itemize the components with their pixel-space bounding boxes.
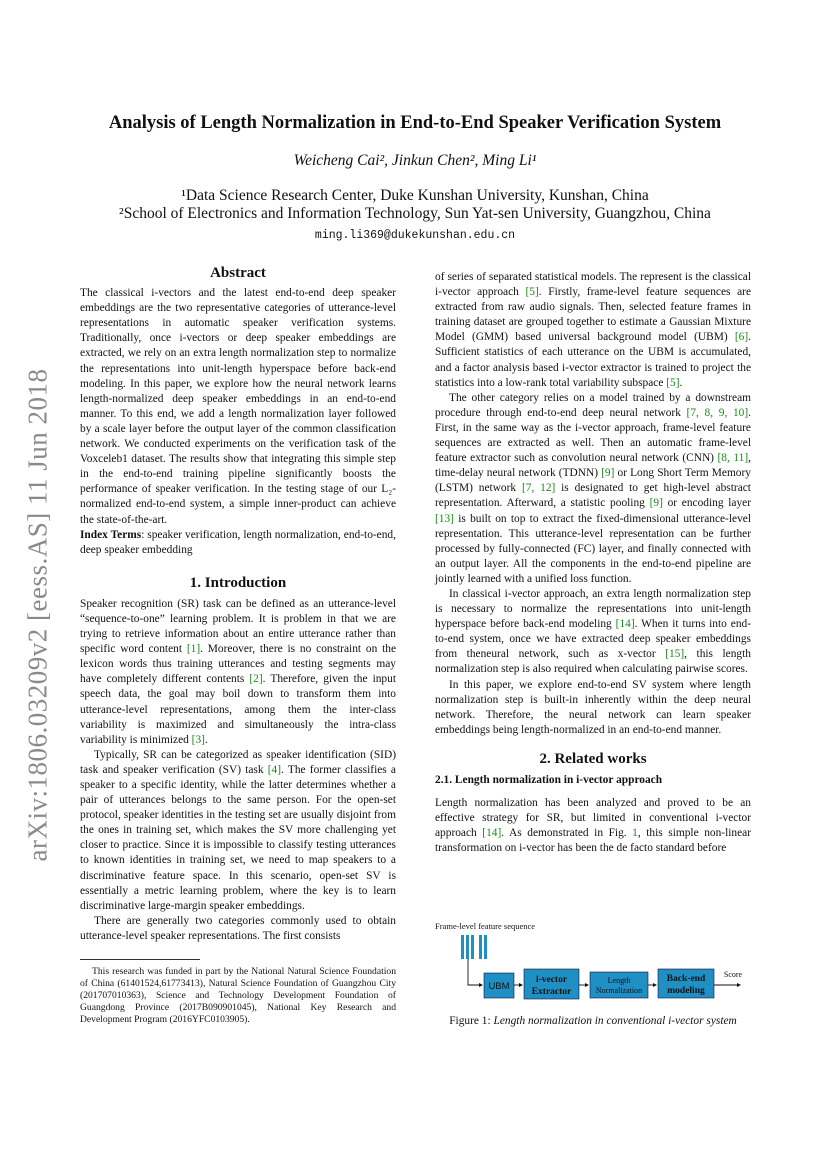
intro-paragraph-7: In this paper, we explore end-to-end SV system where length normalization step is built-in inherently within the deep neural network. Therefore, the neural network can learn speaker embeddings being length-normalized in an end-to-end manner. bbox=[435, 678, 751, 736]
score-label: Score bbox=[723, 970, 743, 979]
input-arrow-head bbox=[479, 983, 483, 987]
figure-1-diagram bbox=[435, 918, 751, 1008]
footnote: This research was funded in part by the National Natural Science Foundation of China (61401524,61773413), Natural Science Foundation of Guangzhou City (201707010363), Science and Technology Development Foundation of Guangdong Province (2017B090901045), National Key Research and Development Program (2016YFC0103905). bbox=[80, 966, 396, 1026]
affiliation-1: ¹Data Science Research Center, Duke Kunshan University, Kunshan, China bbox=[181, 187, 649, 204]
backend-label-2: modeling bbox=[667, 986, 705, 996]
feature-sequence-icon bbox=[461, 935, 487, 959]
paper-title: Analysis of Length Normalization in End-to-End Speaker Verification System bbox=[108, 113, 722, 133]
figure-input-label: Frame-level feature sequence bbox=[435, 921, 536, 931]
intro-paragraph-6: In classical i-vector approach, an extra length normalization step is necessary to normalize the representations into unit-length hyperspace before back-end modeling [14]. When it turns into end-to-end system, once we have extracted deep speaker embeddings from theneural network, such as x-vector [15], this length normalization step is also required when calculating pairwise scores. bbox=[435, 587, 751, 676]
ivector-label-2: Extractor bbox=[531, 987, 572, 997]
subsection-heading: 2.1. Length normalization in i-vector approach bbox=[435, 774, 663, 786]
related-heading: 2. Related works bbox=[539, 750, 647, 767]
left-column bbox=[80, 266, 396, 1026]
intro-paragraph-5: The other category relies on a model trained by a downstream procedure through end-to-end deep neural network [7, 8, 9, 10]. First, in the same way as the i-vector approach, frame-level feature sequences are extracted as well. Then an automatic frame-level feature extractor such as convolution neural network (CNN) [8, 11], time-delay neural network (TDNN) [9] or Long Short Term Memory (LSTM) network [7, 12] is designated to get high-level abstract representation. Afterward, a statistic pooling [9] or encoding layer [13] is built on top to extract the fixed-dimensional utterance-level representation. This utterance-level representation can be further processed by fully-connected (FC) layer, and finally connected with an output layer. All the components in the end-to-end pipeline are jointly learned with a unified loss function. bbox=[435, 391, 751, 585]
intro-paragraph-3: There are generally two categories commonly used to obtain utterance-level speaker representations. The first consists bbox=[80, 914, 396, 942]
input-arrow-line bbox=[468, 959, 481, 985]
figure-1-caption: Figure 1: Length normalization in conventional i-vector system bbox=[449, 1015, 737, 1027]
abstract-body: The classical i-vectors and the latest end-to-end deep speaker embeddings are the two representative categories of utterance-level representations in automatic speaker verification systems. Traditionally, once i-vectors or deep speaker embeddings are extracted, we rely on an extra length normalization step to normalize the representations into unit-length hyperspace before back-end modeling. In this paper, we explore how the neural network learns length-normalized deep speaker embeddings in an end-to-end manner. To this end, we add a length normalization layer followed by a scale layer before the output layer of the common classification network. We conducted experiments on the verification task of the Voxceleb1 dataset. The results show that integrating this simple step in the end-to-end training pipeline significantly boosts the performance of speaker verification. In the testing stage of our L₂-normalized end-to-end system, a simple inner-product can achieve the state-of-the-art. bbox=[80, 287, 396, 526]
ivector-label-1: i-vector bbox=[535, 975, 568, 985]
arxiv-stamp: arXiv:1806.03209v2 [eess.AS] 11 Jun 2018 bbox=[22, 368, 53, 862]
right-column bbox=[435, 270, 751, 856]
backend-label-1: Back-end bbox=[666, 974, 706, 984]
abstract-heading: Abstract bbox=[210, 265, 266, 281]
intro-paragraph-2: Typically, SR can be categorized as speaker identification (SID) task and speaker verification (SV) task [4]. The former classifies a speaker to a specific identity, while the latter determines whether a pair of utterances belongs to the same person. For the open-set protocol, speaker identities in the testing set are usually disjoint from the ones in training set, which makes the SV more challenging yet closer to practice. Since it is impossible to classify testing utterances to known identities in training set, we need to map speakers to a discriminative feature space. In this scenario, open-set SV is essentially a metric learning problem, where the key is to learn discriminative large-margin speaker embeddings. bbox=[80, 748, 396, 912]
footnote-rule bbox=[80, 959, 200, 960]
related-paragraph-1: Length normalization has been analyzed and proved to be an effective strategy for SR, but limited in conventional i-vector approach [14]. As demonstrated in Fig. 1, this simple non-linear transformation on i-vector has been the de facto standard before bbox=[435, 797, 752, 855]
email: ming.li369@dukekunshan.edu.cn bbox=[314, 229, 516, 242]
intro-paragraph-1: Speaker recognition (SR) task can be defined as an utterance-level “sequence-to-one” learning problem. It is problem in that we are trying to retrieve information about an entire utterance rather than specific word content [1]. Moreover, there is no constraint on the lexicon words thus training utterances and testing segments may have completely different contents [2]. Therefore, given the input speech data, the goal may boil down to transform them into utterance-level representations, among them the inter-class variability is maximized and simultaneously the intra-class variability is minimized [3]. bbox=[80, 597, 396, 746]
authors: Weicheng Cai², Jinkun Chen², Ming Li¹ bbox=[293, 152, 537, 169]
ln-label-1: Length bbox=[607, 976, 631, 985]
intro-paragraph-4: of series of separated statistical models. The represent is the classical i-vector approach [5]. Firstly, frame-level feature sequences are extracted from raw audio signals. Then, selected feature frames in training dataset are grouped together to estimate a Gaussian Mixture Model (GMM) based universal background model (UBM) [6]. Sufficient statistics of each utterance on the UBM is accumulated, and a factor analysis based i-vector extractor is trained to project the statistics into a low-rank total variability subspace [5]. bbox=[435, 271, 752, 389]
intro-heading: 1. Introduction bbox=[189, 574, 287, 591]
ln-label-2: Normalization bbox=[595, 986, 643, 995]
ubm-label: UBM bbox=[488, 981, 510, 992]
index-terms: Index Terms: speaker verification, length normalization, end-to-end, deep speaker embedding bbox=[80, 528, 396, 556]
affiliation-2: ²School of Electronics and Information Technology, Sun Yat-sen University, Guangzhou, China bbox=[119, 205, 711, 222]
